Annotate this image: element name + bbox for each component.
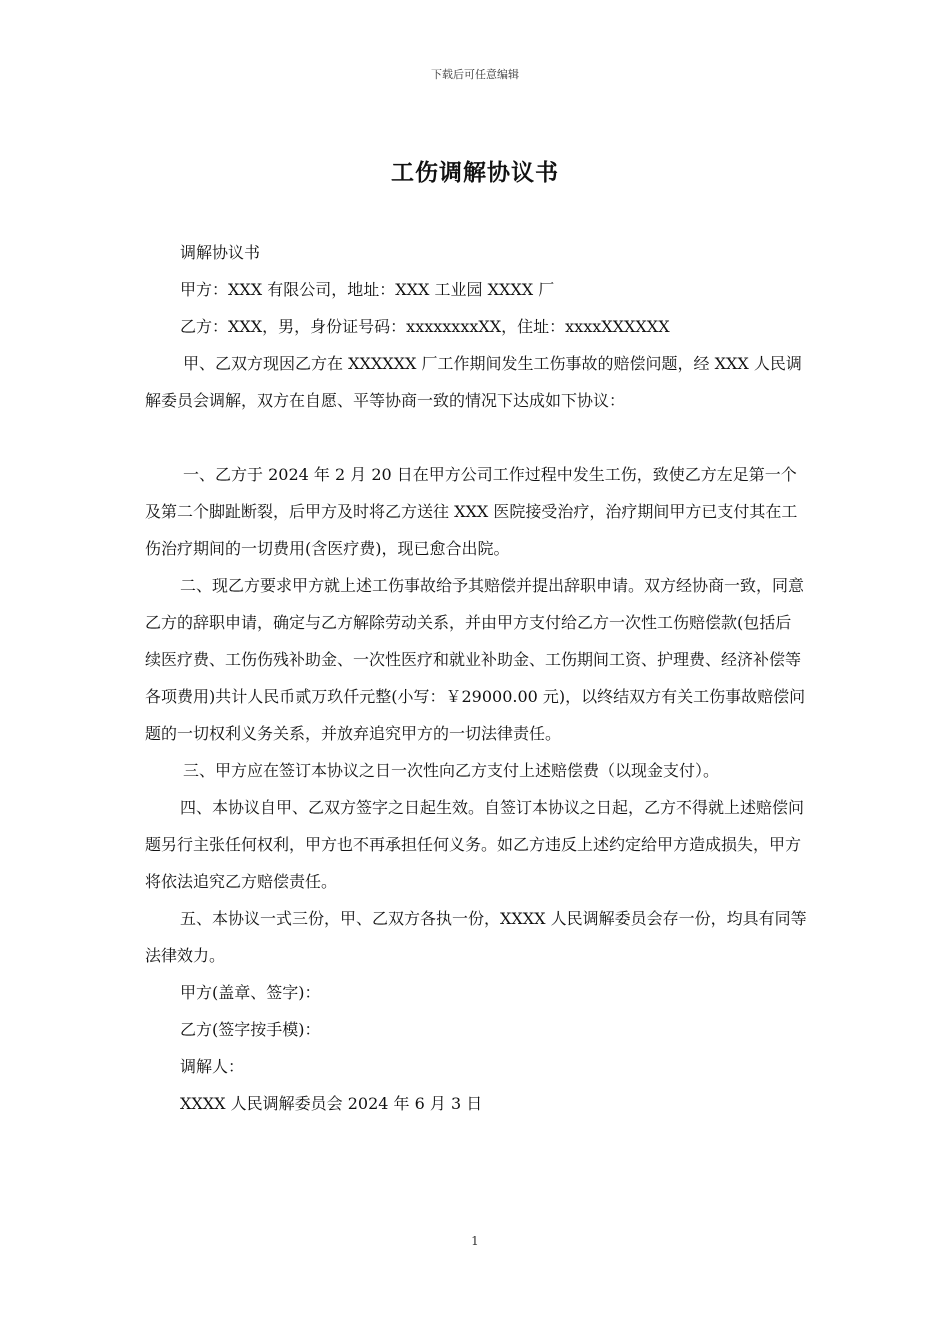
paragraph-preamble: 甲、乙双方现因乙方在 XXXXXX 厂工作期间发生工伤事故的赔偿问题，经 XXX 人民调解委员会调解，双方在自愿、平等协商一致的情况下达成如下协议： xyxy=(145,354,802,410)
signature-party-b: 乙方(签字按手模)： xyxy=(180,1020,321,1039)
paragraph-spacer xyxy=(145,419,807,456)
paragraph-clause-4: 四、本协议自甲、乙双方签字之日起生效。自签订本协议之日起，乙方不得就上述赔偿问题另行主张任何权利，甲方也不再承担任何义务。如乙方违反上述约定给甲方造成损失，甲方将依法追究乙方赔偿责任。 xyxy=(145,798,805,891)
paragraph-clause-2: 二、现乙方要求甲方就上述工伤事故给予其赔偿并提出辞职申请。双方经协商一致，同意乙方的辞职申请，确定与乙方解除劳动关系，并由甲方支付给乙方一次性工伤赔偿款(包括后续医疗费、工伤伤残补助金、一次性医疗和就业补助金、工伤期间工资、护理费、经济补偿等各项费用)共计人民币贰万玖仟元整(小写：￥29000.00 元)，以终结双方有关工伤事故赔偿问题的一切权利义务关系，并放弃追究甲方的一切法律责任。 xyxy=(145,576,806,743)
paragraph-party-b: 乙方：XXX，男，身份证号码：xxxxxxxxXX，住址：xxxxXXXXXX xyxy=(180,317,670,336)
page-number: 1 xyxy=(471,1234,479,1248)
signature-mediator: 调解人： xyxy=(180,1057,245,1076)
signature-party-a: 甲方(盖章、签字)： xyxy=(180,983,321,1002)
document-body xyxy=(145,234,807,1122)
paragraph-subtitle: 调解协议书 xyxy=(180,243,261,262)
paragraph-clause-5: 五、本协议一式三份，甲、乙双方各执一份，XXXX 人民调解委员会存一份，均具有同等法律效力。 xyxy=(145,909,807,965)
committee-date: XXXX 人民调解委员会 2024 年 6 月 3 日 xyxy=(180,1094,483,1113)
page-header: 下载后可任意编辑 xyxy=(431,68,519,81)
paragraph-party-a: 甲方：XXX 有限公司，地址：XXX 工业园 XXXX 厂 xyxy=(180,280,555,299)
paragraph-clause-1: 一、乙方于 2024 年 2 月 20 日在甲方公司工作过程中发生工伤，致使乙方左足第一个及第二个脚趾断裂，后甲方及时将乙方送往 XXX 医院接受治疗，治疗期间甲方已支付其在工伤治疗期间的一切费用(含医疗费)，现已愈合出院。 xyxy=(145,465,798,558)
document-title: 工伤调解协议书 xyxy=(391,159,559,186)
paragraph-clause-3: 三、甲方应在签订本协议之日一次性向乙方支付上述赔偿费（以现金支付）。 xyxy=(183,761,720,780)
